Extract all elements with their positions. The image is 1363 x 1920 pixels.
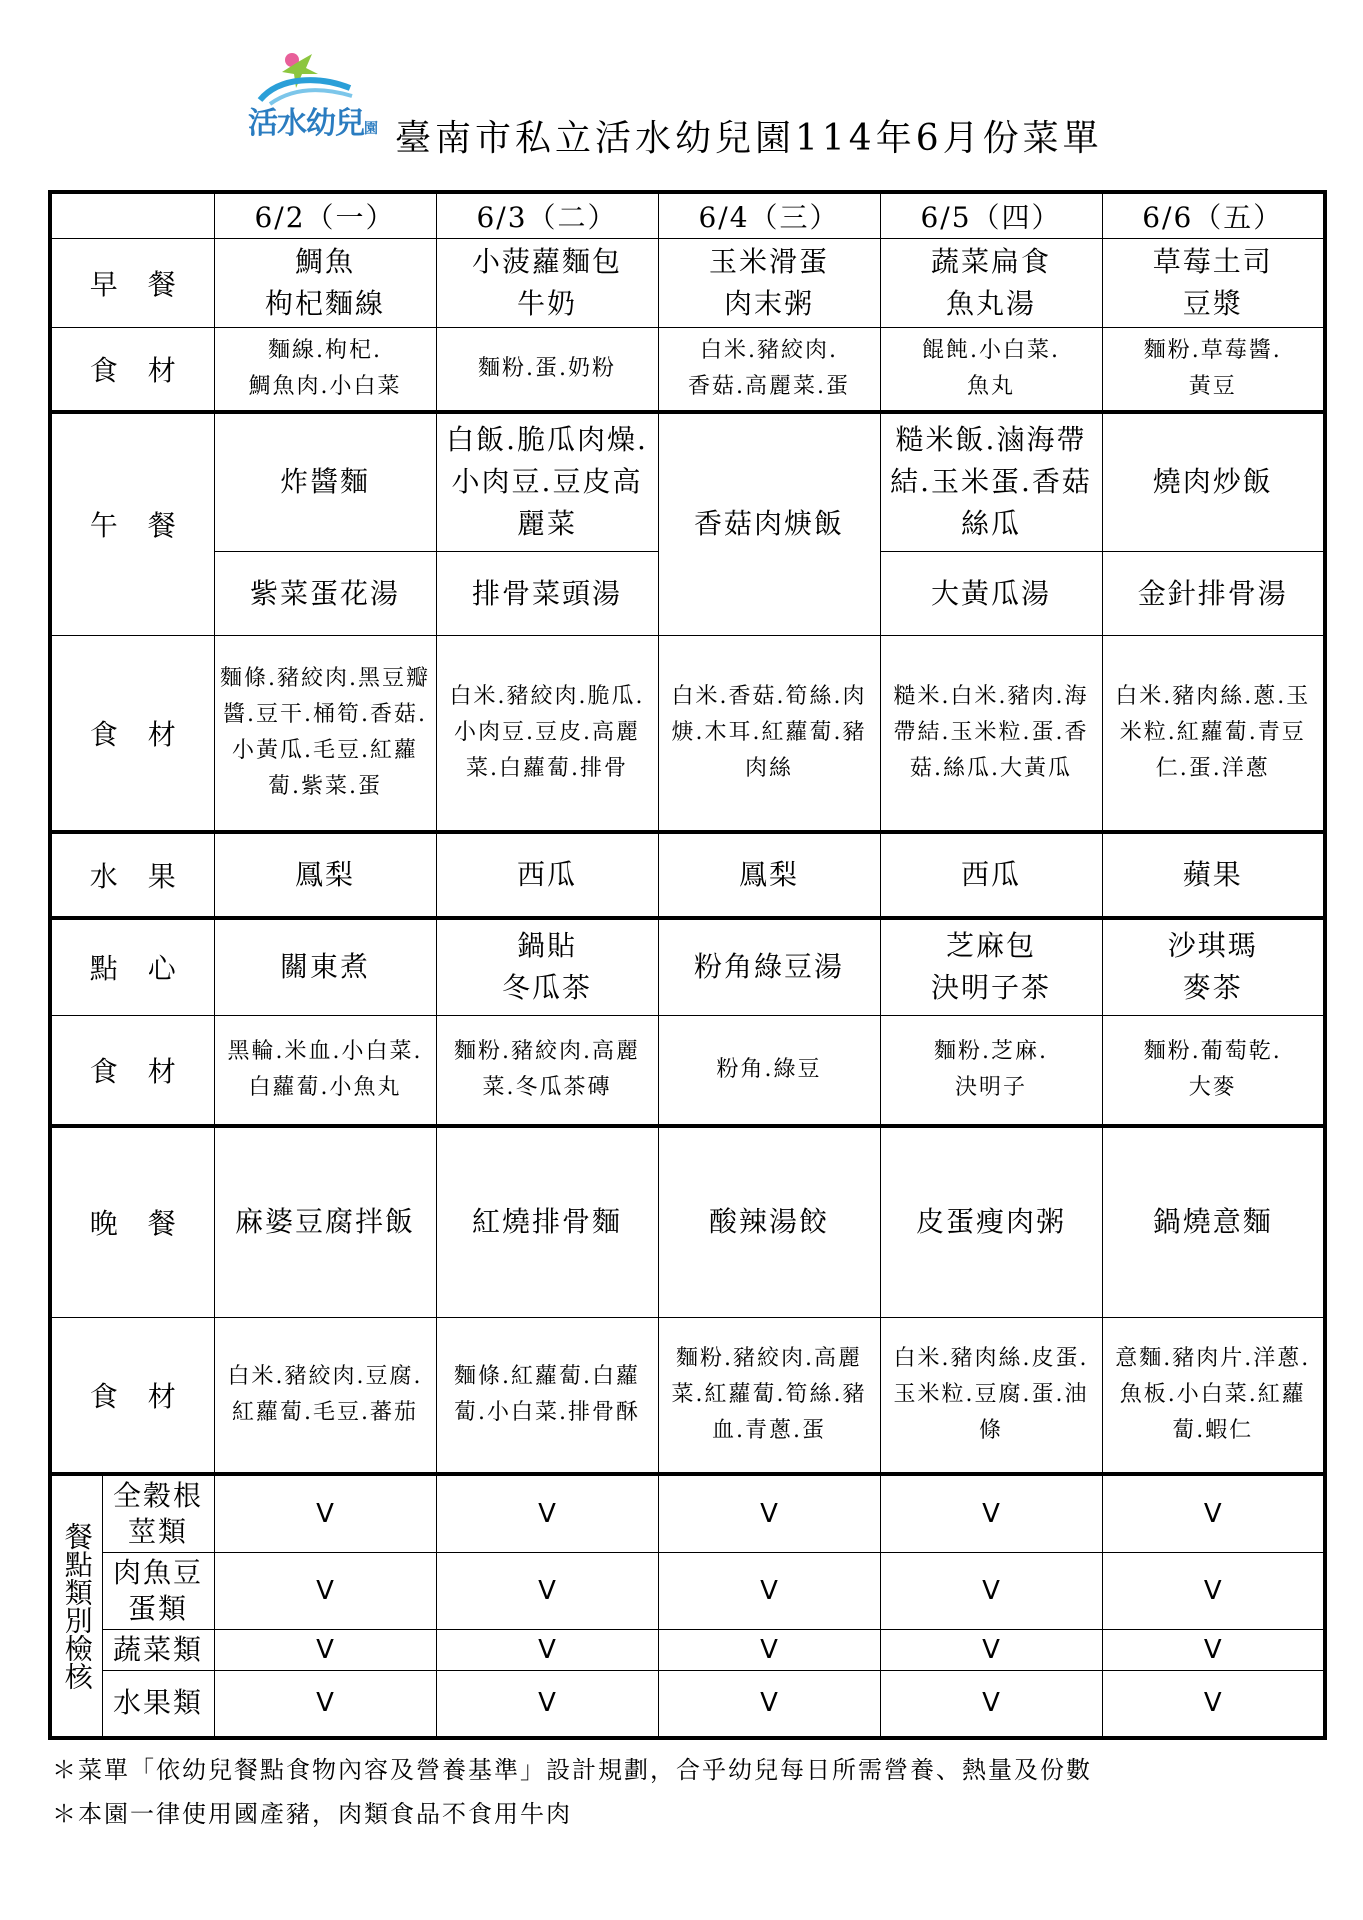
menu-table <box>48 190 1327 1740</box>
fruit-item: 蘋果 <box>1102 832 1325 918</box>
ingredients-label: 食材 <box>50 1318 214 1474</box>
snack-label: 點心 <box>50 918 214 1016</box>
snack-dish: 沙琪瑪 麥茶 <box>1102 918 1325 1016</box>
page-title: 臺南市私立活水幼兒園114年6月份菜單 <box>395 118 1103 159</box>
dinner-ingredients: 麵條.紅蘿蔔.白蘿蔔.小白菜.排骨酥 <box>436 1318 658 1474</box>
lunch-label: 午餐 <box>50 412 214 636</box>
lunch-ingredients: 麵條.豬絞肉.黑豆瓣醬.豆干.桶筍.香菇.小黃瓜.毛豆.紅蘿蔔.紫菜.蛋 <box>214 636 436 832</box>
check-mark: V <box>436 1474 658 1553</box>
check-mark: V <box>880 1474 1102 1553</box>
logo-wordmark: 活水幼兒園 <box>248 106 377 141</box>
snack-row <box>50 918 1325 1016</box>
check-mark: V <box>1102 1474 1325 1553</box>
fruit-item: 鳳梨 <box>214 832 436 918</box>
breakfast-row <box>50 239 1325 328</box>
ingredients-label: 食材 <box>50 636 214 832</box>
check-mark: V <box>658 1552 880 1629</box>
check-mark: V <box>1102 1670 1325 1738</box>
breakfast-dish: 小菠蘿麵包 牛奶 <box>436 239 658 328</box>
dinner-dish: 麻婆豆腐拌飯 <box>214 1126 436 1318</box>
day-header: 6/3（二） <box>436 192 658 239</box>
check-mark: V <box>880 1670 1102 1738</box>
fruit-row <box>50 832 1325 918</box>
school-logo <box>240 48 380 148</box>
snack-dish: 鍋貼 冬瓜茶 <box>436 918 658 1016</box>
lunch-ingredients: 白米.豬絞肉.脆瓜.小肉豆.豆皮.高麗菜.白蘿蔔.排骨 <box>436 636 658 832</box>
breakfast-ingredients: 麵粉.草莓醬. 黃豆 <box>1102 328 1325 412</box>
check-mark: V <box>436 1552 658 1629</box>
lunch-soup: 金針排骨湯 <box>1102 552 1325 636</box>
lunch-main: 糙米飯.滷海帶結.玉米蛋.香菇絲瓜 <box>880 412 1102 552</box>
day-header: 6/5（四） <box>880 192 1102 239</box>
lunch-ingredients-row <box>50 636 1325 832</box>
fruit-item: 西瓜 <box>436 832 658 918</box>
check-row <box>50 1552 1325 1629</box>
check-row <box>50 1670 1325 1738</box>
breakfast-dish: 玉米滑蛋 肉末粥 <box>658 239 880 328</box>
fruit-item: 西瓜 <box>880 832 1102 918</box>
snack-ingredients: 麵粉.豬絞肉.高麗菜.冬瓜茶磚 <box>436 1016 658 1126</box>
dinner-ingredients-row <box>50 1318 1325 1474</box>
dinner-ingredients: 白米.豬絞肉.豆腐.紅蘿蔔.毛豆.蕃茄 <box>214 1318 436 1474</box>
check-mark: V <box>1102 1629 1325 1670</box>
lunch-ingredients: 白米.豬肉絲.蔥.玉米粒.紅蘿蔔.青豆仁.蛋.洋蔥 <box>1102 636 1325 832</box>
dinner-dish: 皮蛋瘦肉粥 <box>880 1126 1102 1318</box>
check-mark: V <box>658 1670 880 1738</box>
snack-dish: 芝麻包 決明子茶 <box>880 918 1102 1016</box>
snack-dish: 粉角綠豆湯 <box>658 918 880 1016</box>
check-mark: V <box>880 1629 1102 1670</box>
check-row <box>50 1474 1325 1553</box>
dinner-ingredients: 意麵.豬肉片.洋蔥.魚板.小白菜.紅蘿蔔.蝦仁 <box>1102 1318 1325 1474</box>
day-header-row <box>50 192 1325 239</box>
dinner-row <box>50 1126 1325 1318</box>
check-mark: V <box>214 1552 436 1629</box>
breakfast-ingredients: 麵線.枸杞. 鯛魚肉.小白菜 <box>214 328 436 412</box>
dinner-dish: 酸辣湯餃 <box>658 1126 880 1318</box>
lunch-ingredients: 糙米.白米.豬肉.海帶結.玉米粒.蛋.香菇.絲瓜.大黃瓜 <box>880 636 1102 832</box>
footnote: ＊菜單「依幼兒餐點食物內容及營養基準」設計規劃，合乎幼兒每日所需營養、熱量及份數 <box>52 1756 1092 1784</box>
lunch-soup: 排骨菜頭湯 <box>436 552 658 636</box>
check-mark: V <box>436 1629 658 1670</box>
check-mark: V <box>1102 1552 1325 1629</box>
lunch-soup: 大黃瓜湯 <box>880 552 1102 636</box>
dinner-label: 晚餐 <box>50 1126 214 1318</box>
check-mark: V <box>658 1474 880 1553</box>
lunch-main: 燒肉炒飯 <box>1102 412 1325 552</box>
ingredients-label: 食材 <box>50 328 214 412</box>
breakfast-label: 早餐 <box>50 239 214 328</box>
fruit-label: 水果 <box>50 832 214 918</box>
dinner-ingredients: 麵粉.豬絞肉.高麗菜.紅蘿蔔.筍絲.豬血.青蔥.蛋 <box>658 1318 880 1474</box>
lunch-main: 香菇肉焿飯 <box>658 412 880 636</box>
check-row <box>50 1629 1325 1670</box>
check-mark: V <box>214 1629 436 1670</box>
snack-ingredients: 黑輪.米血.小白菜.白蘿蔔.小魚丸 <box>214 1016 436 1126</box>
day-header: 6/4（三） <box>658 192 880 239</box>
dinner-dish: 紅燒排骨麵 <box>436 1126 658 1318</box>
corner-cell <box>50 192 214 239</box>
dinner-dish: 鍋燒意麵 <box>1102 1126 1325 1318</box>
breakfast-dish: 鯛魚 枸杞麵線 <box>214 239 436 328</box>
check-mark: V <box>436 1670 658 1738</box>
lunch-soup: 紫菜蛋花湯 <box>214 552 436 636</box>
check-category: 肉魚豆蛋類 <box>102 1552 214 1629</box>
check-mark: V <box>658 1629 880 1670</box>
snack-ingredients: 麵粉.葡萄乾. 大麥 <box>1102 1016 1325 1126</box>
lunch-ingredients: 白米.香菇.筍絲.肉焿.木耳.紅蘿蔔.豬肉絲 <box>658 636 880 832</box>
check-mark: V <box>214 1474 436 1553</box>
snack-ingredients: 麵粉.芝麻. 決明子 <box>880 1016 1102 1126</box>
check-category: 蔬菜類 <box>102 1629 214 1670</box>
breakfast-dish: 蔬菜扁食 魚丸湯 <box>880 239 1102 328</box>
breakfast-ingredients: 白米.豬絞肉. 香菇.高麗菜.蛋 <box>658 328 880 412</box>
fruit-item: 鳳梨 <box>658 832 880 918</box>
breakfast-ingredients: 麵粉.蛋.奶粉 <box>436 328 658 412</box>
page-header <box>240 48 1240 168</box>
footnotes <box>52 1748 1092 1836</box>
breakfast-dish: 草莓土司 豆漿 <box>1102 239 1325 328</box>
footnote: ＊本園一律使用國產豬，肉類食品不食用牛肉 <box>52 1800 572 1828</box>
day-header: 6/6（五） <box>1102 192 1325 239</box>
breakfast-ingredients-row <box>50 328 1325 412</box>
lunch-main-row <box>50 412 1325 552</box>
check-mark: V <box>880 1552 1102 1629</box>
breakfast-ingredients: 餛飩.小白菜. 魚丸 <box>880 328 1102 412</box>
check-category: 水果類 <box>102 1670 214 1738</box>
check-mark: V <box>214 1670 436 1738</box>
day-header: 6/2（一） <box>214 192 436 239</box>
dinner-ingredients: 白米.豬肉絲.皮蛋.玉米粒.豆腐.蛋.油條 <box>880 1318 1102 1474</box>
snack-ingredients: 粉角.綠豆 <box>658 1016 880 1126</box>
lunch-main: 炸醬麵 <box>214 412 436 552</box>
snack-ingredients-row <box>50 1016 1325 1126</box>
snack-dish: 關東煮 <box>214 918 436 1016</box>
check-group-label: 餐點類別檢核 <box>50 1474 102 1739</box>
check-category: 全穀根莖類 <box>102 1474 214 1553</box>
ingredients-label: 食材 <box>50 1016 214 1126</box>
lunch-main: 白飯.脆瓜肉燥.小肉豆.豆皮高麗菜 <box>436 412 658 552</box>
